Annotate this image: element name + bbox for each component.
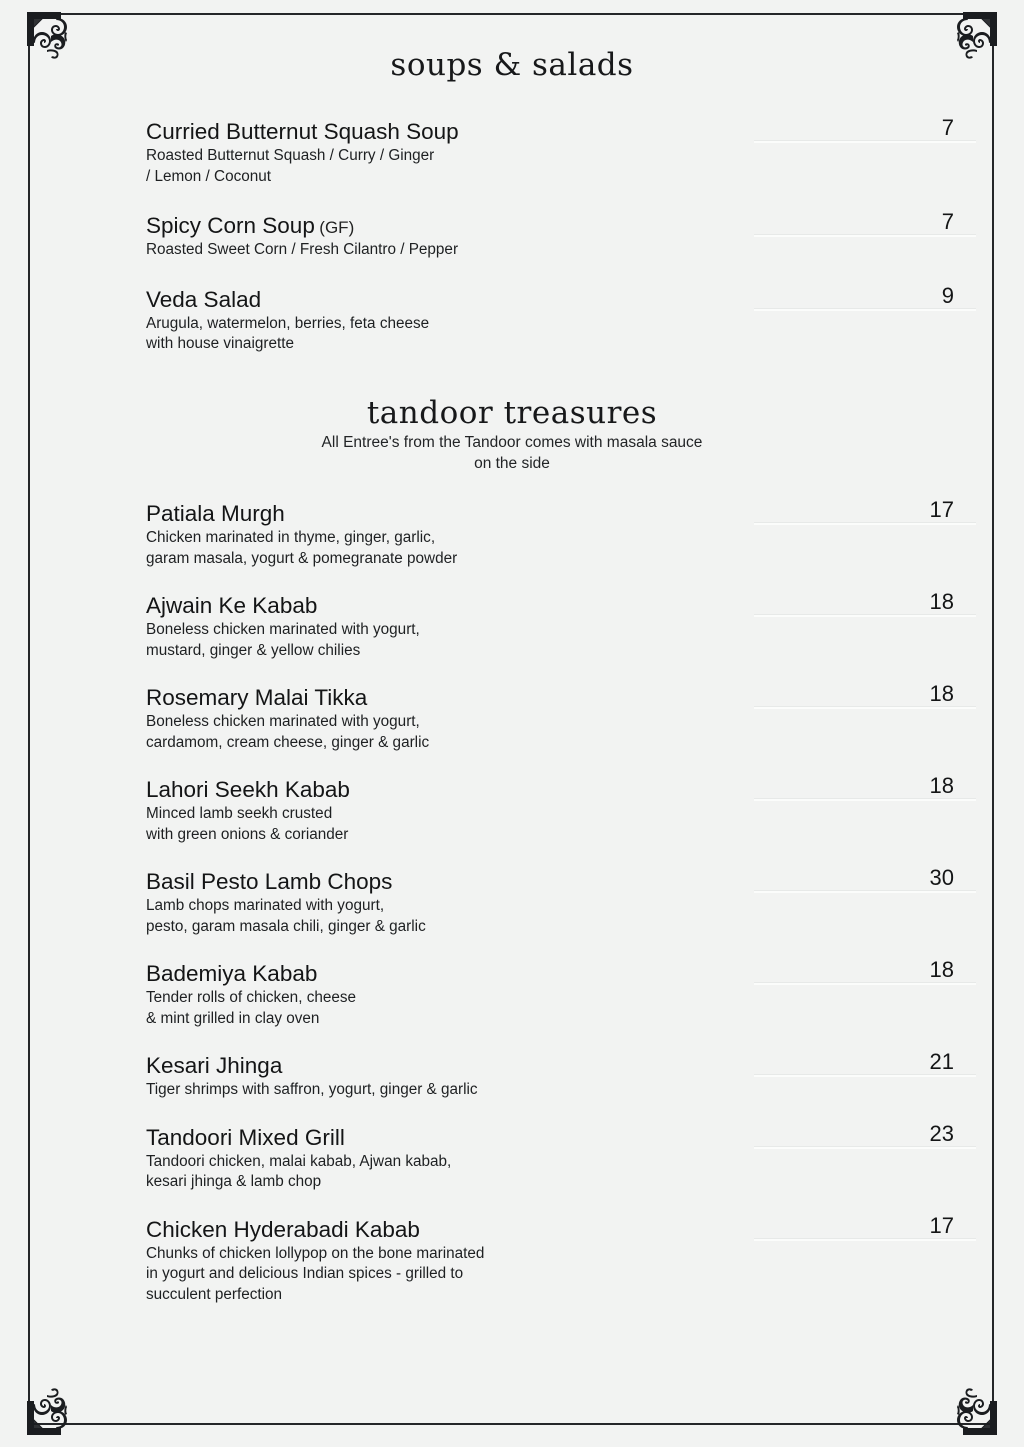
menu-item-description-line: succulent perfection <box>146 1285 283 1303</box>
menu-item <box>0 115 1024 187</box>
menu-item-description-line: Roasted Butternut Squash / Curry / Ginger <box>146 147 435 164</box>
menu-item-description-line: with green onions & coriander <box>146 825 349 843</box>
menu-item-price: 21 <box>929 1049 954 1074</box>
menu-item-price: 17 <box>929 497 954 522</box>
menu-item-description <box>146 804 606 845</box>
menu-item-price: 7 <box>941 209 954 234</box>
menu-item-description-line: garam masala, yogurt & pomegranate powder <box>146 549 458 567</box>
menu-item <box>0 773 1024 845</box>
menu-item-description-line: kesari jhinga & lamb chop <box>146 1173 322 1190</box>
menu-item-price: 9 <box>941 282 954 308</box>
menu-item-name: Rosemary Malai Tikka <box>146 685 368 710</box>
menu-item-description-line: & mint grilled in clay oven <box>146 1009 320 1027</box>
menu-item-description-line: mustard, ginger & yellow chilies <box>146 641 361 659</box>
menu-item-description-line: Chicken marinated in thyme, ginger, garlic, <box>146 529 436 546</box>
menu-item-description <box>146 1244 606 1306</box>
menu-item-description-line: in yogurt and delicious Indian spices - grilled to <box>146 1265 464 1282</box>
menu-section-soups-salads <box>0 115 1024 380</box>
menu-item-description <box>146 896 606 937</box>
menu-item <box>0 497 1024 569</box>
menu-item-header <box>146 497 954 527</box>
menu-item-header <box>146 681 954 711</box>
section-note-tandoor <box>0 432 1024 474</box>
menu-item-name: Chicken Hyderabadi Kabab <box>146 1216 420 1242</box>
menu-item-price: 30 <box>929 865 954 890</box>
section-heading-soups-salads: soups & salads <box>390 47 634 83</box>
menu-item-name: Ajwain Ke Kabab <box>146 593 318 618</box>
menu-item-header <box>146 589 954 619</box>
menu-item-description-line: Tender rolls of chicken, cheese <box>146 989 357 1006</box>
menu-item-description-line: pesto, garam masala chili, ginger & garlic <box>146 917 426 935</box>
menu-item-name: Lahori Seekh Kabab <box>146 777 350 802</box>
section-note-line: on the side <box>474 455 550 472</box>
menu-item-price: 18 <box>929 773 954 798</box>
menu-item-description-line: Tandoori chicken, malai kabab, Ajwan kabab, <box>146 1152 452 1170</box>
menu-item-price: 18 <box>929 589 954 614</box>
menu-item-header <box>146 1120 954 1151</box>
menu-section-tandoor-treasures <box>0 497 1024 1328</box>
menu-item-name: Veda Salad <box>146 286 262 312</box>
menu-item-header <box>146 115 954 145</box>
menu-item-description <box>146 528 606 569</box>
menu-item-description <box>146 1080 606 1101</box>
menu-item <box>0 1120 1024 1193</box>
section-note-line: All Entree's from the Tandoor comes with masala sauce <box>321 434 703 451</box>
menu-item-description-line: Lamb chops marinated with yogurt, <box>146 897 385 914</box>
menu-item-name: Basil Pesto Lamb Chops <box>146 869 393 894</box>
menu-item-price: 18 <box>929 957 954 982</box>
menu-item-name: Patiala Murgh <box>146 501 285 526</box>
menu-item-description-line: Boneless chicken marinated with yogurt, <box>146 713 420 730</box>
menu-item-header <box>146 209 954 239</box>
menu-item-description-line: Chunks of chicken lollypop on the bone marinated <box>146 1244 485 1262</box>
menu-item-header <box>146 1049 954 1079</box>
menu-item-name: Spicy Corn Soup <box>146 213 315 238</box>
menu-item-description-line: Arugula, watermelon, berries, feta cheese <box>146 314 430 332</box>
menu-item-name: Kesari Jhinga <box>146 1053 283 1078</box>
menu-item <box>0 1049 1024 1101</box>
menu-item <box>0 282 1024 355</box>
menu-item-description-line: / Lemon / Coconut <box>146 167 271 185</box>
menu-item <box>0 681 1024 753</box>
menu-item-name: Tandoori Mixed Grill <box>146 1124 345 1150</box>
menu-item <box>0 957 1024 1029</box>
menu-item-header <box>146 1212 954 1243</box>
menu-item-header <box>146 957 954 987</box>
menu-item-description <box>146 146 606 187</box>
menu-item-name: Bademiya Kabab <box>146 961 318 986</box>
menu-item-price: 17 <box>929 1212 954 1238</box>
section-heading-tandoor-treasures: tandoor treasures <box>366 395 658 431</box>
menu-item <box>0 589 1024 661</box>
menu-item-description-line: Tiger shrimps with saffron, yogurt, ginger & garlic <box>146 1081 478 1098</box>
menu-item-description <box>146 988 606 1029</box>
menu-item-price: 18 <box>929 681 954 706</box>
menu-item-header <box>146 282 954 313</box>
menu-item-header <box>146 865 954 895</box>
menu-item-header <box>146 773 954 803</box>
menu-item-description-line: Minced lamb seekh crusted <box>146 805 333 822</box>
menu-item-description <box>146 620 606 661</box>
menu-item-description-line: cardamom, cream cheese, ginger & garlic <box>146 733 430 751</box>
menu-item <box>0 865 1024 937</box>
menu-item-description-line: Roasted Sweet Corn / Fresh Cilantro / Pepper <box>146 241 459 258</box>
menu-item-description <box>146 1152 606 1193</box>
menu-item-description <box>146 314 606 355</box>
menu-item-description-line: with house vinaigrette <box>146 335 294 352</box>
menu-item-description-line: Boneless chicken marinated with yogurt, <box>146 621 420 638</box>
menu-item-description <box>146 712 606 753</box>
menu-item-dietary-tag: (GF) <box>319 218 355 237</box>
menu-item <box>0 209 1024 261</box>
menu-item-price: 7 <box>941 115 954 140</box>
menu-item-description <box>146 240 606 261</box>
menu-item <box>0 1212 1024 1306</box>
menu-item-name: Curried Butternut Squash Soup <box>146 119 459 144</box>
menu-item-price: 23 <box>929 1120 954 1146</box>
